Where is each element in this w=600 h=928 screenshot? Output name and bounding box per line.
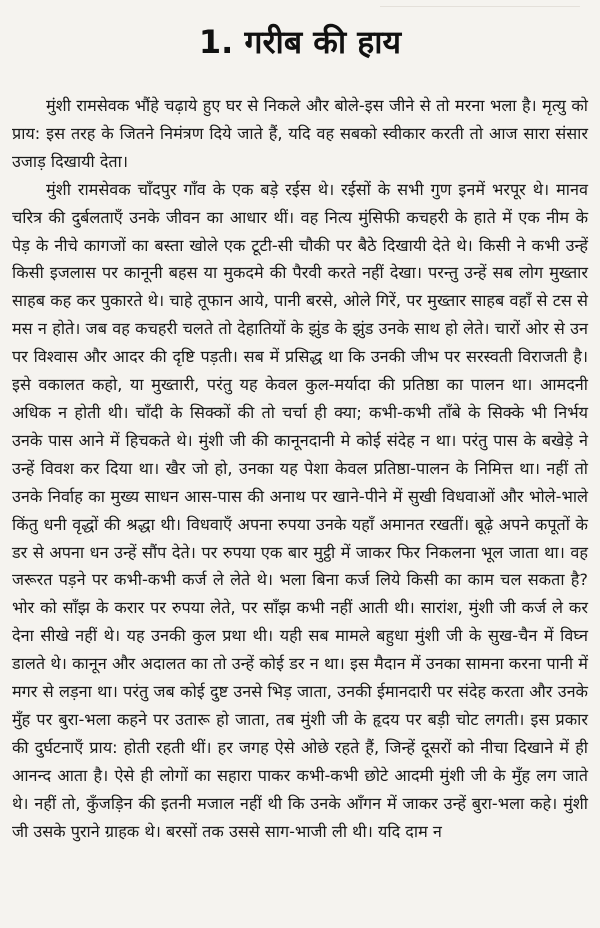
chapter-title: 1. गरीब की हाय [198,23,402,61]
paragraph-1: मुंशी रामसेवक भौंहे चढ़ाये हुए घर से निकले और बोले-इस जीने से तो मरना भला है। मृत्यु को प्राय: इस तरह के जितने निमंत्रण दिये जाते हैं, यदि वह सबको स्वीकार करती तो आज सारा संसार उजाड़ दिखायी देता। [12,96,588,171]
chapter-body [12,92,588,845]
paragraph-2: मुंशी रामसेवक चाँदपुर गाँव के एक बड़े रईस थे। रईसों के सभी गुण इनमें भरपूर थे। मानव चरित्र की दुर्बलताएँ उनके जीवन का आधार थीं। वह नित्य मुंसिफी कचहरी के हाते में एक नीम के पेड़ के नीचे कागजों का बस्ता खोले एक टूटी-सी चौकी पर बैठे दिखायी देते थे। किसी ने कभी उन्हें किसी इजलास पर कानूनी बहस या मुकदमे की पैरवी करते नहीं देखा। परन्तु उन्हें सब लोग मुख्तार साहब कह कर पुकारते थे। चाहे तूफान आये, पानी बरसे, ओले गिरें, पर मुख्तार साहब वहाँ से टस से मस न होते। जब वह कचहरी चलते तो देहातियों के झुंड के झुंड उनके साथ हो लेते। चारों ओर से उन पर विश्वास और आदर की दृष्टि पड़ती। सब में प्रसिद्ध था कि उनकी जीभ पर सरस्वती विराजती है। इसे वकालत कहो, या मुख्तारी, परंतु यह केवल कुल-मर्यादा की प्रतिष्ठा का पालन था। आमदनी अधिक न होती थी। चाँदी के सिक्कों की तो चर्चा ही क्या; कभी-कभी ताँबे के सिक्के भी निर्भय उनके पास आने में हिचकते थे। मुंशी जी की कानूनदानी मे कोई संदेह न था। परंतु पास के बखेड़े ने उन्हें विवश कर दिया था। खैर जो हो, उनका यह पेशा केवल प्रतिष्ठा-पालन के निमित्त था। नहीं तो उनके निर्वाह का मुख्य साधन आस-पास की अनाथ पर खाने-पीने में सुखी विधवाओं और भोले-भाले किंतु धनी वृद्धों की श्रद्धा थी। विधवाएँ अपना रुपया उनके यहाँ अमानत रखतीं। बूढ़े अपने कपूतों के डर से अपना धन उन्हें सौंप देते। पर रुपया एक बार मुट्ठी में जाकर फिर निकलना भूल जाता था। वह जरूरत पड़ने पर कभी-कभी कर्ज ले लेते थे। भला बिना कर्ज लिये किसी का काम चल सकता है? भोर को साँझ के करार पर रुपया लेते, पर साँझ कभी नहीं आती थी। सारांश, मुंशी जी कर्ज ले कर देना सीखे नहीं थे। यह उनकी कुल प्रथा थी। यही सब मामले बहुधा मुंशी जी के सुख-चैन में विघ्न डालते थे। कानून और अदालत का तो उन्हें कोई डर न था। इस मैदान में उनका सामना करना पानी में मगर से लड़ना था। परंतु जब कोई दुष्ट उनसे भिड़ जाता, उनकी ईमानदारी पर संदेह करता और उनके मुँह पर बुरा-भला कहने पर उतारू हो जाता, तब मुंशी जी के हृदय पर बड़ी चोट लगती। इस प्रकार की दुर्घटनाएँ प्राय: होती रहती थीं। हर जगह ऐसे ओछे रहते हैं, जिन्हें दूसरों को नीचा दिखाने में ही आनन्द आता है। ऐसे ही लोगों का सहारा पाकर कभी-कभी छोटे आदमी मुंशी जी के मुँह लग जाते थे। नहीं तो, कुँजड़िन की इतनी मजाल नहीं थी कि उनके आँगन में जाकर उन्हें बुरा-भला कहे। मुंशी जी उसके पुराने ग्राहक थे। बरसों तक उससे साग-भाजी ली थी। यदि दाम न [12,179,588,841]
show-through-mark [380,6,580,17]
